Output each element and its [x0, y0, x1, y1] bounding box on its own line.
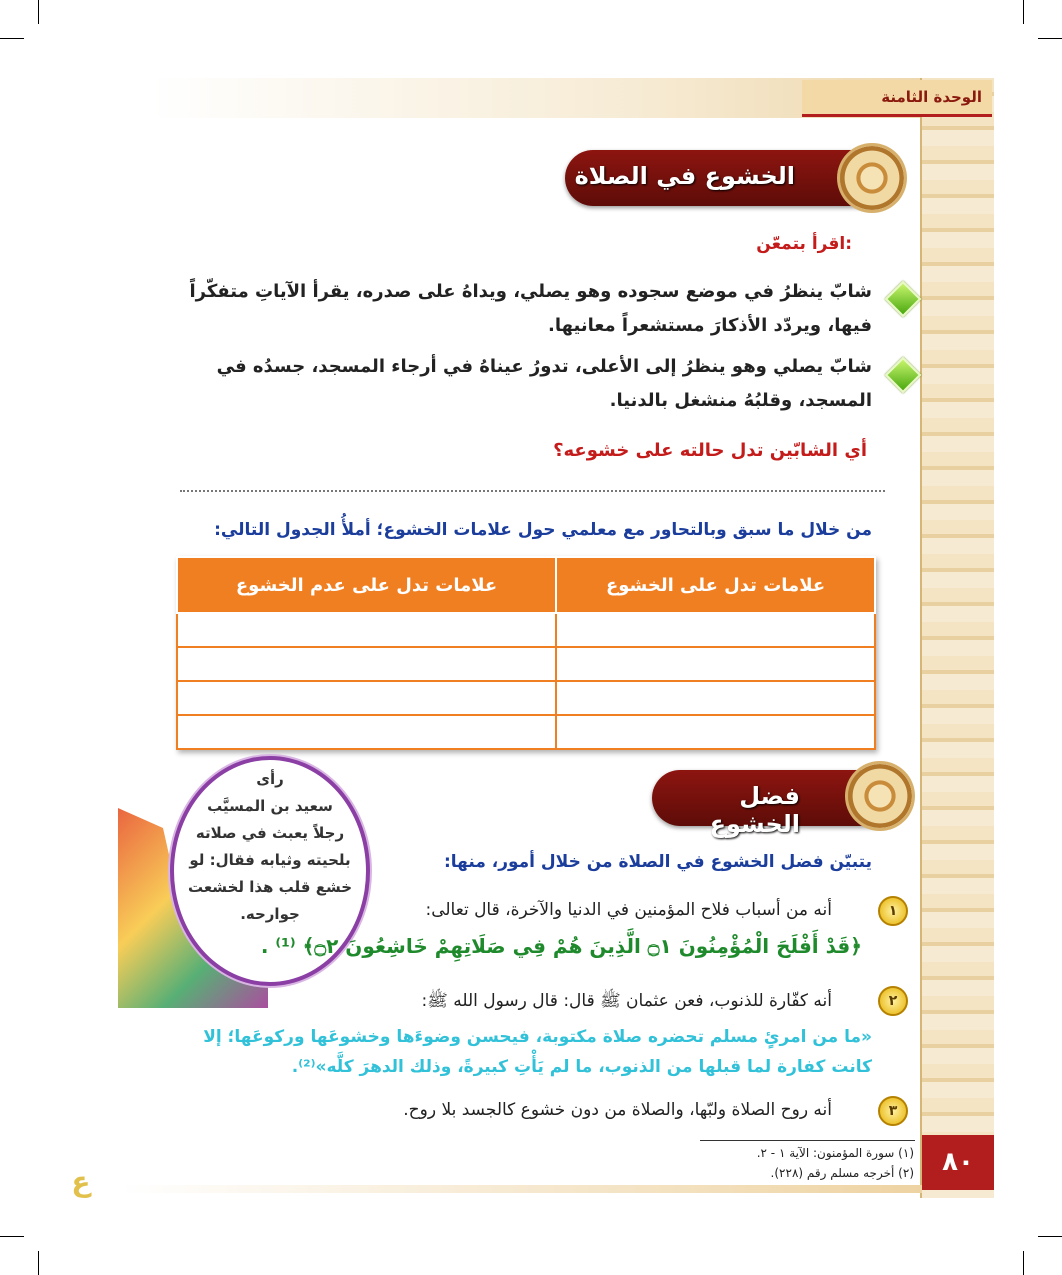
crop-mark: [1038, 1236, 1062, 1237]
table-header: علامات تدل على عدم الخشوع: [177, 557, 556, 613]
signs-table: [176, 556, 876, 750]
read-carefully-label: اقرأ بتمعّن:: [756, 234, 852, 254]
section-banner-fadl: [652, 770, 880, 838]
footnote-2: (٢) أخرجه مسلم رقم (٢٢٨).: [770, 1166, 914, 1180]
crop-mark: [38, 0, 39, 24]
paragraph-2: شابّ يصلي وهو ينظرُ إلى الأعلى، تدورُ عيناهُ في أرجاء المسجد، جسدُه في المسجد، وقلبُهُ منشغل بالدنيا.: [216, 356, 872, 411]
crop-mark: [1023, 1251, 1024, 1275]
section-title: فضل الخشوع: [709, 782, 800, 838]
section-title: الخشوع في الصلاة: [574, 162, 795, 190]
item-1-text: أنه من أسباب فلاح المؤمنين في الدنيا والآخرة، قال تعالى:: [425, 900, 832, 920]
crop-mark: [0, 38, 24, 39]
bottom-decor-bar: [120, 1185, 922, 1193]
table-header: علامات تدل على الخشوع: [556, 557, 875, 613]
quote-line: بلحيته وثيابه فقال: لو: [189, 851, 351, 869]
question-text: أي الشابّين تدل حالته على خشوعه؟: [553, 440, 867, 461]
quote-line: رأى: [256, 770, 284, 788]
quran-verse: ﴿قَدْ أَفْلَحَ الْمُؤْمِنُونَ ۝١ الَّذِينَ هُمْ فِي صَلَاتِهِمْ خَاشِعُونَ ۝٢﴾ ⁽¹⁾ .: [260, 934, 862, 958]
table-row: [177, 715, 875, 749]
item-3-text: أنه روح الصلاة ولبّها، والصلاة من دون خشوع كالجسد بلا روح.: [403, 1100, 832, 1120]
crop-mark: [1038, 38, 1062, 39]
paragraph-1: شابّ ينظرُ في موضع سجوده وهو يصلي، ويداهُ على صدره، يقرأ الآياتِ متفكّراً فيها، ويردّد الأذكارَ مستشعراً معانيها.: [189, 281, 872, 336]
number-badge: ٣: [878, 1096, 908, 1126]
item-2-text: أنه كفّارة للذنوب، فعن عثمان ﷺ قال: قال رسول الله ﷺ:: [421, 991, 832, 1011]
footnote-divider: [700, 1140, 915, 1141]
number-badge: ١: [878, 896, 908, 926]
table-cell[interactable]: [177, 613, 556, 647]
table-row: [177, 647, 875, 681]
publisher-logo-icon: ع: [71, 1165, 91, 1198]
quote-line: رجلاً يعبث في صلاته: [195, 824, 345, 842]
table-cell[interactable]: [556, 715, 875, 749]
section2-intro: يتبيّن فضل الخشوع في الصلاة من خلال أمور، منها:: [443, 852, 872, 872]
crop-mark: [0, 1236, 24, 1237]
table-cell[interactable]: [177, 715, 556, 749]
crop-mark: [1023, 0, 1024, 24]
right-decor-border: [920, 78, 994, 1198]
page-number: ٨٠: [922, 1135, 994, 1190]
answer-line[interactable]: [180, 490, 885, 492]
crop-mark: [38, 1251, 39, 1275]
rosette-icon: [848, 764, 912, 828]
quote-line: سعيد بن المسيَّب: [207, 797, 333, 815]
table-row: [177, 613, 875, 647]
table-cell[interactable]: [556, 647, 875, 681]
table-row: [177, 681, 875, 715]
bullet-diamond-icon: [885, 281, 922, 318]
bullet-diamond-icon: [885, 357, 922, 394]
table-intro: من خلال ما سبق وبالتحاور مع معلمي حول علامات الخشوع؛ أملأُ الجدول التالي:: [214, 520, 872, 540]
table-cell[interactable]: [556, 613, 875, 647]
unit-title: الوحدة الثامنة: [802, 80, 992, 117]
table-cell[interactable]: [177, 647, 556, 681]
section-banner-khushu: [565, 150, 875, 206]
footnote-1: (١) سورة المؤمنون: الآية ١ - ٢.: [756, 1146, 914, 1160]
hadith-text: «ما من امرئٍ مسلم تحضره صلاة مكتوبة، فيحسن وضوءَها وخشوعَها وركوعَها؛ إلا كانت كفارة لما قبلها من الذنوب، ما لم يَأْتِ كبيرةً، وذلك الدهرَ كلَّه»⁽²⁾.: [203, 1027, 872, 1077]
quote-line: خشع قلب هذا لخشعت: [187, 878, 353, 896]
table-cell[interactable]: [556, 681, 875, 715]
number-badge: ٢: [878, 986, 908, 1016]
table-cell[interactable]: [177, 681, 556, 715]
quote-line: جوارحه.: [240, 905, 300, 923]
rosette-icon: [840, 146, 904, 210]
